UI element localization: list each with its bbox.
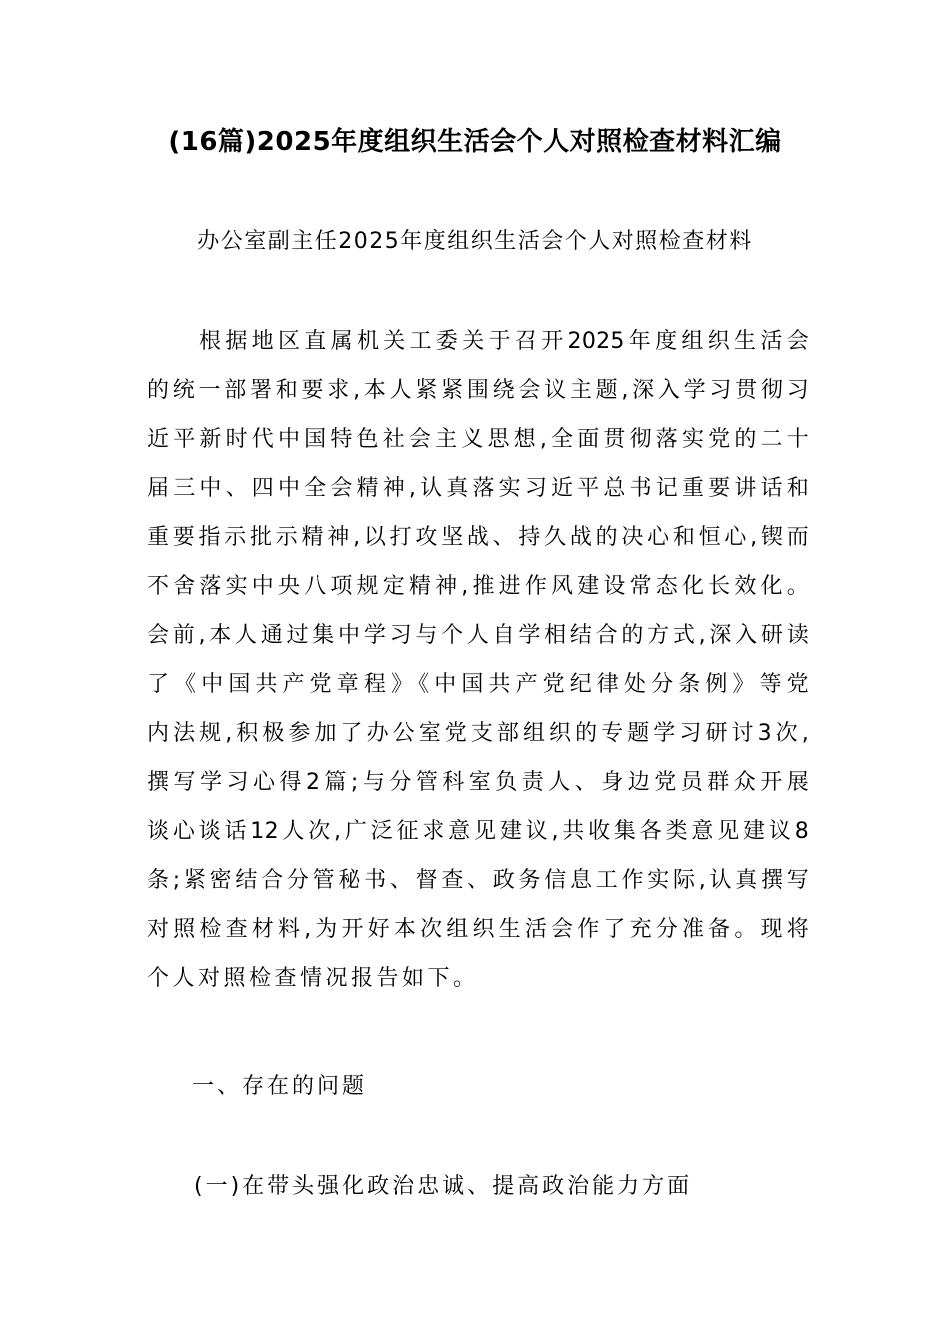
paragraph-line: 条;紧密结合分管秘书、督查、政务信息工作实际,认真撰写: [147, 868, 809, 893]
paragraph-line: 不舍落实中央八项规定精神,推进作风建设常态化长效化。: [147, 574, 809, 599]
paragraph-line: 对照检查材料,为开好本次组织生活会作了充分准备。现将: [147, 917, 809, 942]
paragraph-line: 届三中、四中全会精神,认真落实习近平总书记重要讲话和: [147, 476, 809, 501]
paragraph-line: 内法规,积极参加了办公室党支部组织的专题学习研讨3次,: [147, 721, 809, 746]
paragraph-line: 谈心谈话12人次,广泛征求意见建议,共收集各类意见建议8: [147, 819, 809, 844]
section-heading: 一、存在的问题: [192, 1074, 368, 1099]
document-subtitle: 办公室副主任2025年度组织生活会个人对照检查材料: [197, 229, 753, 254]
paragraph-line: 撰写学习心得2篇;与分管科室负责人、身边党员群众开展: [147, 770, 809, 795]
paragraph-line: 根据地区直属机关工委关于召开2025年度组织生活会: [199, 329, 809, 354]
subsection-heading: (一)在带头强化政治忠诚、提高政治能力方面: [194, 1174, 693, 1199]
paragraph-line: 重要指示批示精神,以打攻坚战、持久战的决心和恒心,锲而: [147, 525, 809, 550]
paragraph-line: 的统一部署和要求,本人紧紧围绕会议主题,深入学习贯彻习: [147, 378, 809, 403]
document-title: (16篇)2025年度组织生活会个人对照检查材料汇编: [168, 127, 782, 157]
paragraph-line: 近平新时代中国特色社会主义思想,全面贯彻落实党的二十: [147, 427, 809, 452]
intro-paragraph: [147, 317, 809, 1003]
paragraph-line: 个人对照检查情况报告如下。: [147, 966, 479, 991]
paragraph-line: 了《中国共产党章程》《中国共产党纪律处分条例》等党: [147, 672, 809, 697]
paragraph-line: 会前,本人通过集中学习与个人自学相结合的方式,深入研读: [147, 623, 809, 648]
